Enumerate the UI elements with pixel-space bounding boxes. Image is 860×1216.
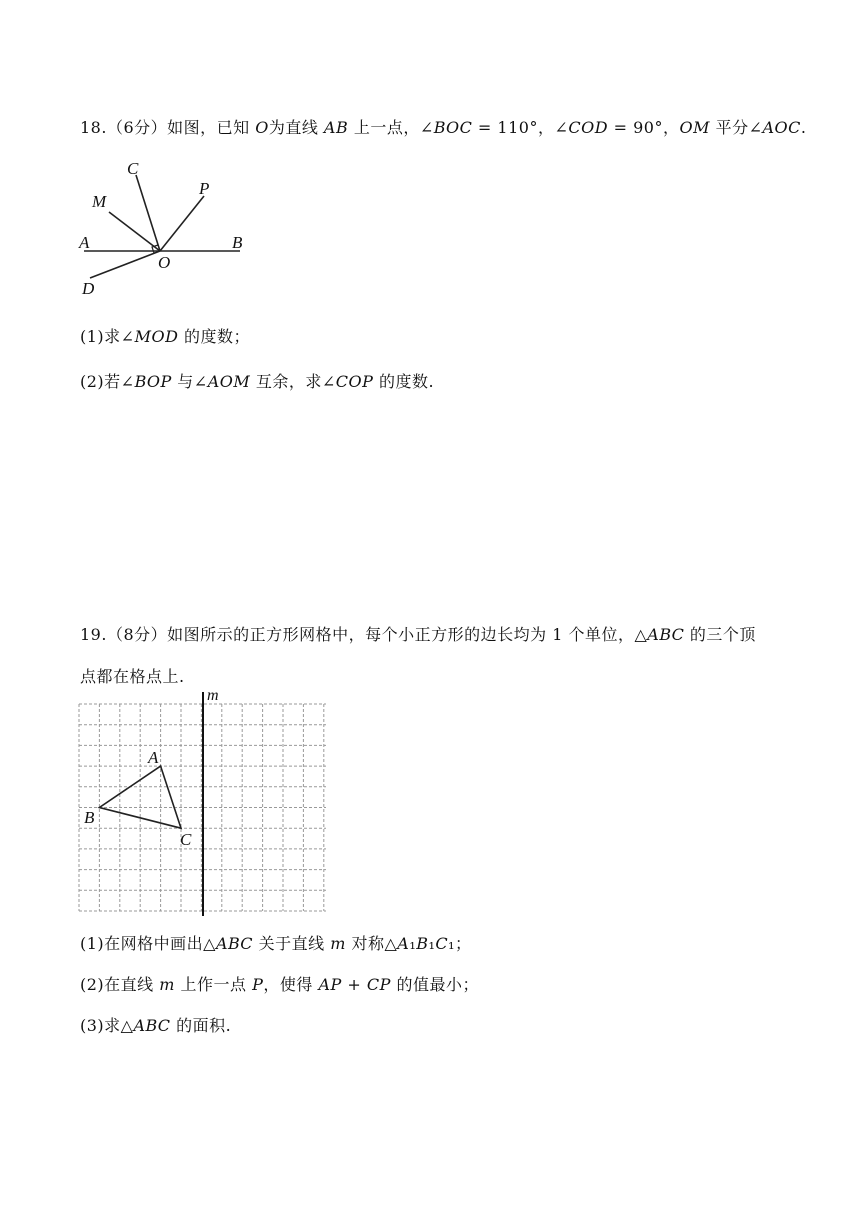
q19-stem-line1: 19.（8分）如图所示的正方形网格中，每个小正方形的边长均为 1 个单位，△𝐴𝐵𝐶 的三个顶 <box>80 625 756 644</box>
label-m: m <box>207 687 219 704</box>
q19-stem-line2: 点都在格点上. <box>80 667 185 686</box>
label-c: C <box>180 830 192 849</box>
q19-part1: (1)在网格中画出△𝐴𝐵𝐶 关于直线 𝑚 对称△𝐴₁𝐵₁𝐶₁； <box>80 934 472 953</box>
q19-part3: (3)求△𝐴𝐵𝐶 的面积. <box>80 1016 232 1035</box>
label-b: B <box>232 233 243 252</box>
ray-od <box>90 251 160 278</box>
label-c: C <box>127 159 139 178</box>
q18-angle-figure <box>70 150 270 305</box>
q18-stem: 18.（6分）如图，已知 𝑂为直线 𝐴𝐵 上一点，∠𝐵𝑂𝐶 = 110°，∠𝐶𝑂𝐷 = 90°，𝑂𝑀 平分∠𝐴𝑂𝐶. <box>80 118 807 137</box>
q18-part1: (1)求∠𝑀𝑂𝐷 的度数； <box>80 327 250 346</box>
label-b: B <box>84 808 95 827</box>
label-a: A <box>148 748 159 767</box>
q19-part2: (2)在直线 𝑚 上作一点 𝑃，使得 𝐴𝑃 + 𝐶𝑃 的值最小； <box>80 975 479 994</box>
label-m: M <box>92 192 107 211</box>
ray-om <box>109 212 160 251</box>
label-o: O <box>158 253 171 272</box>
ray-oc <box>136 175 160 251</box>
label-a: A <box>79 233 90 252</box>
label-p: P <box>199 179 210 198</box>
ray-op <box>160 196 204 251</box>
label-d: D <box>82 279 95 298</box>
q18-part2: (2)若∠𝐵𝑂𝑃 与∠𝐴𝑂𝑀 互余，求∠𝐶𝑂𝑃 的度数. <box>80 372 435 391</box>
q19-grid-figure <box>70 680 340 925</box>
